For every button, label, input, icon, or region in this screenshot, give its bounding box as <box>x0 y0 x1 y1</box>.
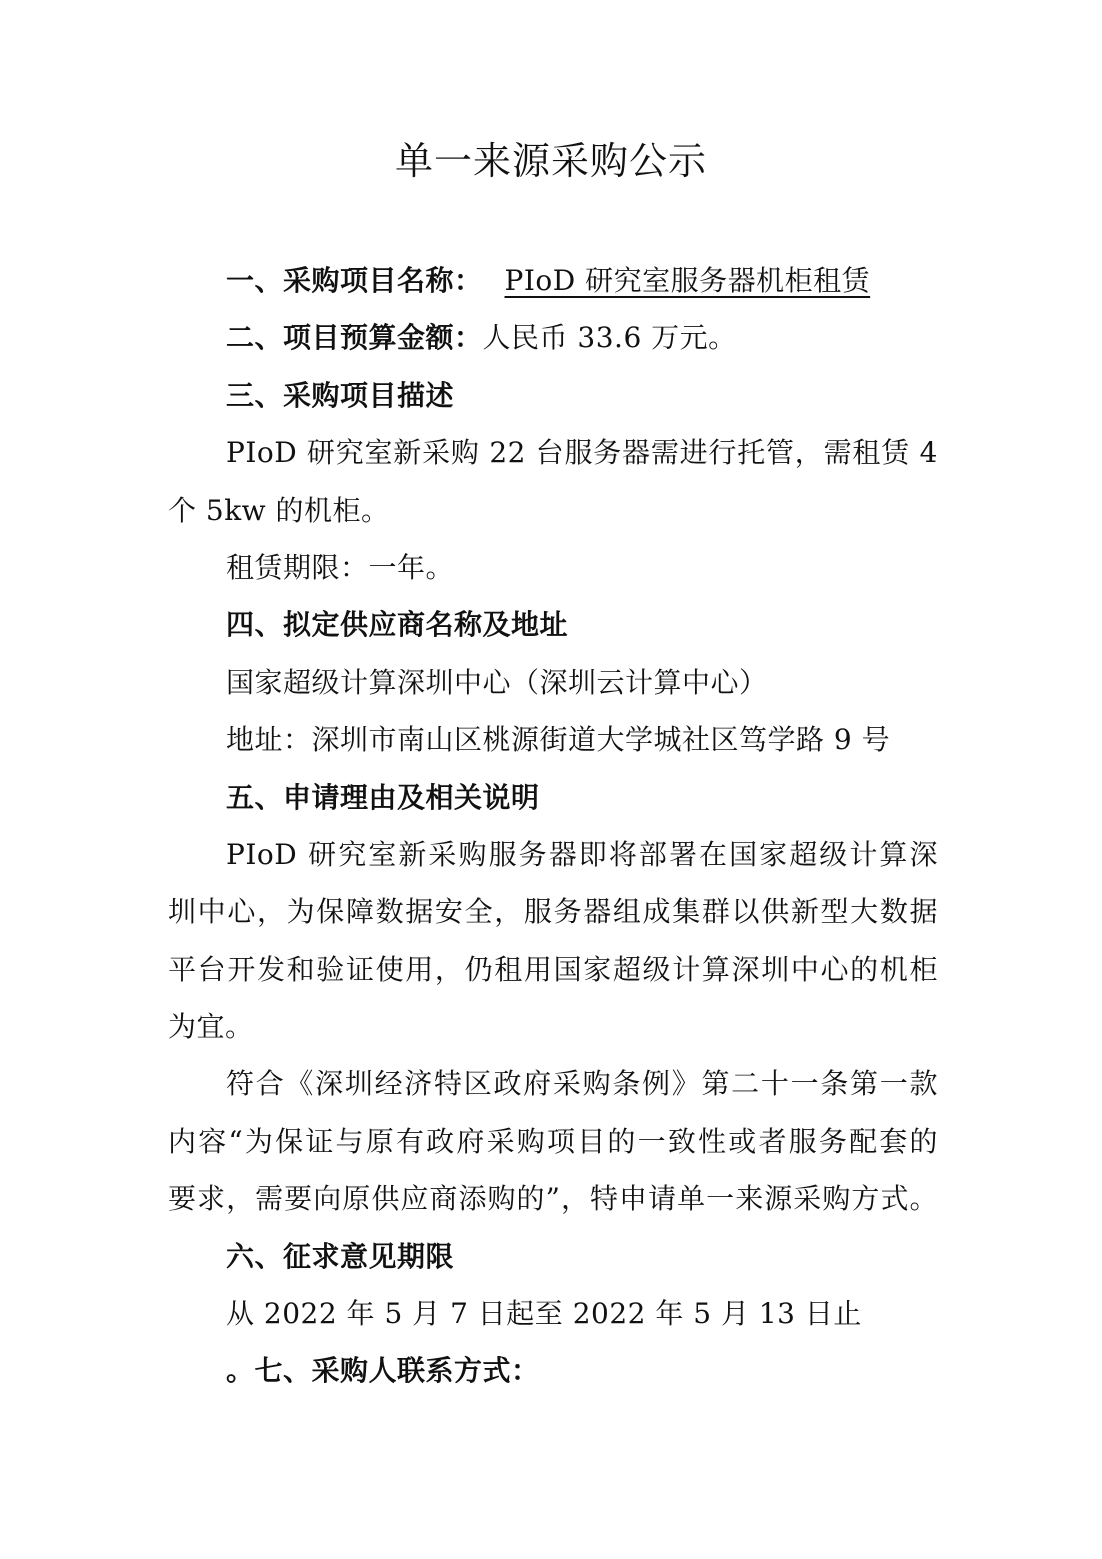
section-5-paragraph-1-line-4: 为宜。 <box>168 1010 254 1044</box>
section-5-paragraph-2-line-1: 符合《深圳经济特区政府采购条例》第二十一条第一款 <box>226 1067 938 1101</box>
section-4-supplier-name: 国家超级计算深圳中心（深圳云计算中心） <box>226 665 768 699</box>
section-5-paragraph-2-line-3: 要求，需要向原供应商添购的”，特申请单一来源采购方式。 <box>168 1182 938 1216</box>
section-5-paragraph-1-line-3: 平台开发和验证使用，仍租用国家超级计算深圳中心的机柜 <box>168 952 938 986</box>
section-4-heading: 四、拟定供应商名称及地址 <box>226 608 569 642</box>
section-5-paragraph-1-line-2: 圳中心，为保障数据安全，服务器组成集群以供新型大数据 <box>168 895 938 929</box>
section-3-lease-term: 租赁期限：一年。 <box>226 550 455 584</box>
document-body <box>168 252 938 1400</box>
section-3-line-2: 个 5kw 的机柜。 <box>168 493 390 527</box>
section-2-value: 人民币 33.6 万元。 <box>482 321 737 355</box>
section-1-value: PIoD 研究室服务器机柜租赁 <box>504 264 871 297</box>
section-2-label: 二、项目预算金额： <box>226 321 483 355</box>
section-1-procurement-name <box>168 252 938 309</box>
section-1-label: 一、采购项目名称： <box>226 264 483 297</box>
section-4-supplier-address: 地址：深圳市南山区桃源街道大学城社区笃学路 9 号 <box>226 723 891 757</box>
page-title: 单一来源采购公示 <box>394 139 707 183</box>
section-5-paragraph-2-line-2: 内容“为保证与原有政府采购项目的一致性或者服务配套的 <box>168 1124 938 1158</box>
section-5-paragraph-1-line-1: PIoD 研究室新采购服务器即将部署在国家超级计算深 <box>226 837 938 871</box>
section-2-budget <box>168 309 938 366</box>
section-6-period: 从 2022 年 5 月 7 日起至 2022 年 5 月 13 日止 <box>226 1297 862 1331</box>
section-6-heading: 六、征求意见期限 <box>226 1239 455 1273</box>
section-3-line-1: PIoD 研究室新采购 22 台服务器需进行托管，需租赁 4 <box>226 436 938 470</box>
section-3-heading: 三、采购项目描述 <box>226 378 455 412</box>
section-7-heading: 。七、采购人联系方式： <box>226 1354 540 1388</box>
section-5-heading: 五、申请理由及相关说明 <box>226 780 540 814</box>
